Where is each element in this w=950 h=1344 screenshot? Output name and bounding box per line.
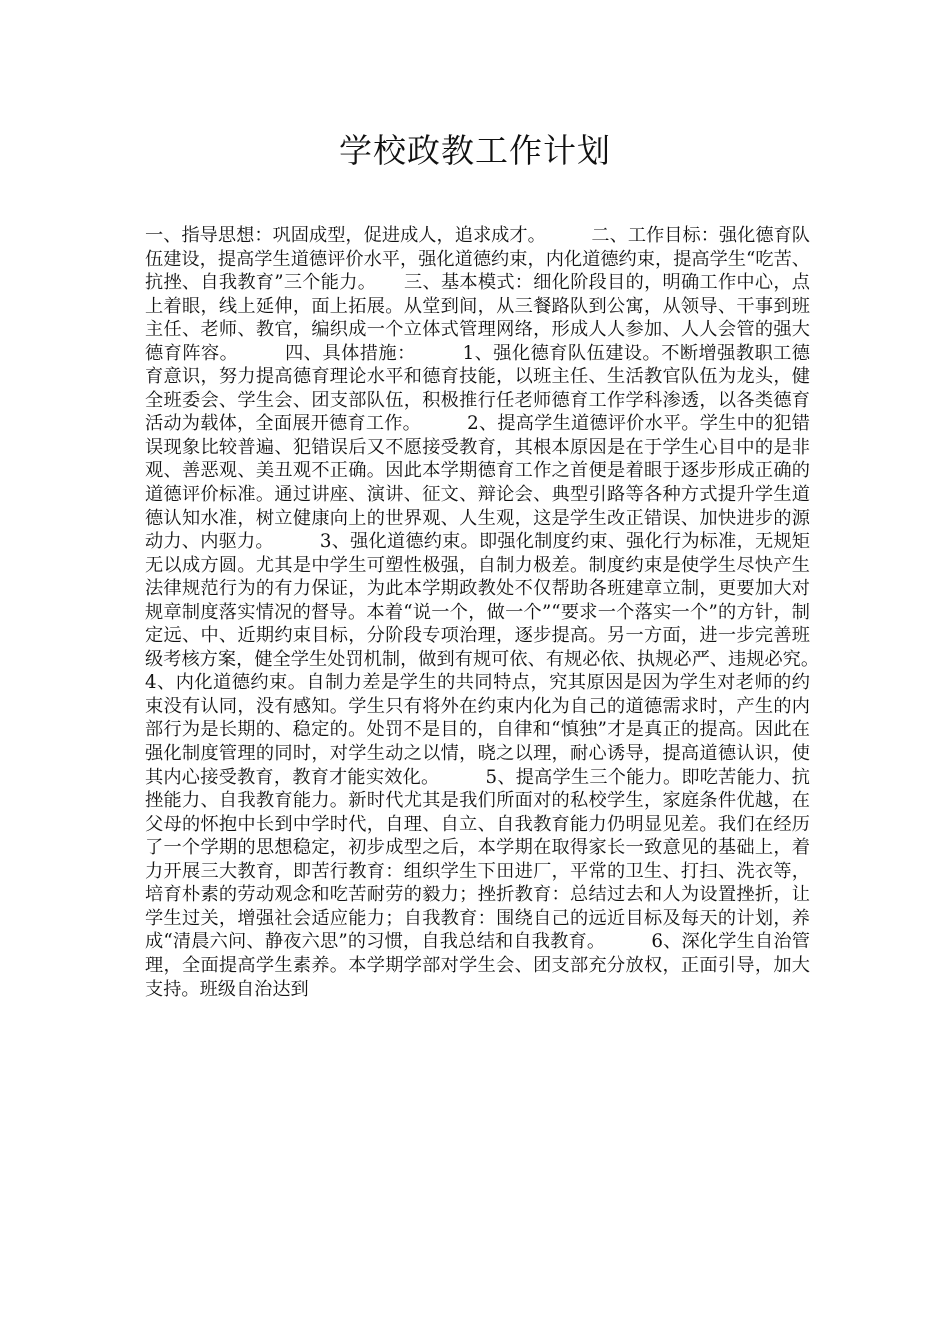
document-title: 学校政教工作计划 [339, 131, 611, 170]
document-body: 一、指导思想：巩固成型，促进成人，追求成才。 二、工作目标：强化德育队伍建设，提高学生道德评价水平，强化道德约束，内化道德约束，提高学生“吃苦、抗挫、自我教育”三个能力。 三、基本模式：细化阶段目的，明确工作中心，点上着眼，线上延伸，面上拓展。从堂到间，从三餐路队到公寓，从领导、干事到班主任、老师、教官，编织成一个立体式管理网络，形成人人参加、人人会管的强大德育阵容。 四、具体措施： 1、强化德育队伍建设。不断增强教职工德育意识，努力提高德育理论水平和德育技能，以班主任、生活教官队伍为龙头，健全班委会、学生会、团支部队伍，积极推行任老师德育工作学科渗透，以各类德育活动为载体，全面展开德育工作。 2、提高学生道德评价水平。学生中的犯错误现象比较普遍、犯错误后又不愿接受教育，其根本原因是在于学生心目中的是非观、善恶观、美丑观不正确。因此本学期德育工作之首便是着眼于逐步形成正确的道德评价标准。通过讲座、演讲、征文、辩论会、典型引路等各种方式提升学生道德认知水准，树立健康向上的世界观、人生观，这是学生改正错误、加快进步的源动力、内驱力。 3、强化道德约束。即强化制度约束、强化行为标准，无规矩无以成方圆。尤其是中学生可塑性极强，自制力极差。制度约束是使学生尽快产生法律规范行为的有力保证，为此本学期政教处不仅帮助各班建章立制，更要加大对规章制度落实情况的督导。本着“说一个，做一个”“要求一个落实一个”的方针，制定远、中、近期约束目标，分阶段专项治理，逐步提高。另一方面，进一步完善班级考核方案，健全学生处罚机制，做到有规可依、有规必依、执规必严、违规必究。 4、内化道德约束。自制力差是学生的共同特点，究其原因是因为学生对老师的约束没有认同，没有感知。学生只有将外在约束内化为自己的道德需求时，产生的内部行为是长期的、稳定的。处罚不是目的，自律和“慎独”才是真正的提高。因此在强化制度管理的同时，对学生动之以情，晓之以理，耐心诱导，提高道德认识，使其内心接受教育，教育才能实效化。 5、提高学生三个能力。即吃苦能力、抗挫能力、自我教育能力。新时代尤其是我们所面对的私校学生，家庭条件优越，在父母的怀抱中长到中学时代，自理、自立、自我教育能力仍明显见差。我们在经历了一个学期的思想稳定，初步成型之后，本学期在取得家长一致意见的基础上，着力开展三大教育，即苦行教育：组织学生下田进厂，平常的卫生、打扫、洗衣等，培育朴素的劳动观念和吃苦耐劳的毅力；挫折教育：总结过去和人为设置挫折，让学生过关，增强社会适应能力；自我教育：围绕自己的远近目标及每天的计划，养成“清晨六问、静夜六思”的习惯，自我总结和自我教育。 6、深化学生自治管理，全面提高学生素养。本学期学部对学生会、团支部充分放权，正面引导，加大支持。班级自治达到 [145, 225, 865, 1000]
